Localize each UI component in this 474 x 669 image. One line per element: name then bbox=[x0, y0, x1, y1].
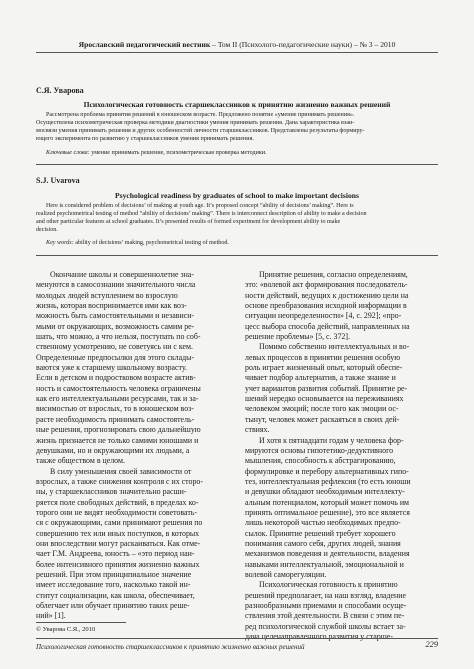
body-text-line: как его интеллектуальными ресурсами, так и за- bbox=[36, 394, 199, 404]
body-text-line: понимания самого себя, других людей, знания bbox=[245, 538, 401, 548]
body-text-line: чивает подбор альтернатив, а также знание и bbox=[245, 373, 396, 383]
body-text-line: Если в детском и подростковом возрасте актив- bbox=[36, 373, 196, 383]
abstract-ru bbox=[36, 111, 438, 143]
body-text-line: шать, что можно, а что нельзя, поступать по соб- bbox=[36, 332, 201, 342]
keywords-ru-label: Ключевые слова: bbox=[46, 150, 90, 156]
body-text-line: шений нередко основывается на переживаниях bbox=[245, 394, 404, 404]
body-left-column bbox=[36, 270, 229, 622]
abstract-en-line: and other particular features at school graduates. It’s presented results of formed experiment for development ability to make bbox=[36, 219, 341, 226]
footer-rule bbox=[36, 638, 438, 639]
body-text-line: жизнь, которая воспринимается ими как воз- bbox=[36, 301, 187, 311]
body-text-line: Психологическая готовность к принятию bbox=[259, 580, 398, 590]
keywords-en-text: ability of decisions’ making, psychometrical testing of method. bbox=[73, 240, 229, 246]
body-text-line: можность быть самостоятельными и независи- bbox=[36, 311, 195, 321]
section-rule bbox=[36, 255, 438, 256]
body-text-line: облегчает или обучает принятию таких реше- bbox=[36, 601, 190, 610]
title-en: Psychological readiness by graduates of school to make important decisions bbox=[115, 191, 359, 200]
body-text-line: механизмов поведения и деятельности, владения bbox=[245, 549, 410, 559]
body-right-column bbox=[245, 270, 438, 642]
body-text-line: человеком эмоций; после того как эмоции ос- bbox=[245, 404, 399, 414]
body-text-line: И хотя к пятнадцати годам у человека фор- bbox=[259, 435, 404, 445]
abstract-ru-line: Рассмотрена проблема принятия решений в юношеском возрасте. Предложено понятие «умение принимать решения». bbox=[46, 112, 355, 118]
body-text-line: менуются в самосознании значительного числа bbox=[36, 280, 196, 290]
body-text-line: ствиях. bbox=[245, 425, 270, 435]
body-text-line: расте необходимость принимать самостоятель- bbox=[36, 414, 195, 424]
body-text-line: Окончание школы и совершеннолетие зна- bbox=[50, 270, 194, 279]
body-text-line: ности действий, ведущих к достижению цели на bbox=[245, 290, 409, 300]
keywords-ru bbox=[36, 150, 438, 156]
author-ru: С.Я. Уварова bbox=[36, 86, 84, 95]
body-text-line: формулировке и перебору альтернативных гипо- bbox=[245, 466, 409, 476]
body-text-line: мыми от окружающих, возможность самим ре- bbox=[36, 321, 195, 331]
body-text-line: также обществом в целом. bbox=[36, 456, 125, 466]
abstract-en bbox=[36, 202, 438, 234]
abstract-en-line: realized psychometrical testing of method “ability of decisions’ making”. There is interconnect description of ability to make a decision bbox=[36, 211, 367, 218]
abstract-ru-line: ющего эксперимента по развитию у старшеклассников умения принимать решения. bbox=[36, 136, 254, 143]
body-text-line: ститут социализации, как школа, обеспечивает, bbox=[36, 590, 195, 600]
abstract-ru-line: мосвязи умения принимать решения и других особенностей личности старшеклассников. Представлены результаты формиру- bbox=[36, 128, 365, 135]
journal-name: Ярославский педагогический вестник bbox=[78, 40, 211, 49]
copyright-note: © Уварова С.Я., 2010 bbox=[36, 626, 96, 633]
body-text-line: учет вариантов развития событий. Принятие ре- bbox=[245, 383, 408, 393]
author-en: S.J. Uvarova bbox=[36, 176, 80, 185]
body-text-line: роль играет жизненный опыт, который обеспе- bbox=[245, 363, 403, 373]
body-text-line: решений предполагает, на наш взгляд, владение bbox=[245, 590, 406, 600]
body-text-line: Помимо собственно интеллектуальных и во- bbox=[259, 342, 410, 352]
body-text-line: жизнь признается не только самими юношами и bbox=[36, 435, 199, 445]
body-text-line: тез, интеллектуальная рефлексия (то есть юноши bbox=[245, 476, 411, 486]
body-text-line: они впоследствии могут раскаиваться. Как отме- bbox=[36, 538, 201, 548]
body-text-line: ственному усмотрению, не советуясь ни с кем. bbox=[36, 342, 193, 352]
body-text-line: ся с окружающими, сами принимают решения по bbox=[36, 518, 203, 528]
body-text-line: ные решения, прогнозировать свою дальнейшую bbox=[36, 425, 201, 435]
body-text-line: разнообразными приемами и способами осуще- bbox=[245, 601, 407, 610]
body-text-line: навыками интеллектуальной, эмоциональной и bbox=[245, 559, 404, 569]
title-ru: Психологическая готовность старшеклассников к принятию жизненно важных решений bbox=[83, 100, 391, 109]
body-text-line: левых процессов в принятии решения особую bbox=[245, 352, 401, 362]
body-text-line: висимостью от взрослых, то в юношеском воз- bbox=[36, 404, 194, 414]
body-text-line: решение проблемы» [5, с. 372]. bbox=[245, 332, 350, 342]
body-text-line: мируются основы гипотетико-дедуктивного bbox=[245, 445, 394, 455]
body-text-line: ситуации неопределенности» [4, с. 292]; «про- bbox=[245, 311, 402, 321]
body-text-line: и девушки обладают необходимым интеллекту- bbox=[245, 487, 405, 497]
running-footer: Психологическая готовность старшеклассников к принятию жизненно важных решений bbox=[36, 643, 305, 651]
body-text-line: чает Г.М. Андреева, юность – «это период наи- bbox=[36, 549, 195, 559]
body-text-line: взрослых, а также снижения контроля с их сторо- bbox=[36, 476, 203, 486]
keywords-ru-text: умение принимать решение, психометрическая проверка методики. bbox=[89, 150, 267, 156]
abstract-en-line: Here is considered problem of decisions’ of making at youth age. It’s proposed concept “ability of decisions’ making”. Here is bbox=[46, 203, 354, 209]
body-text-line: тынут, человек может раскаяться в своих дей- bbox=[245, 414, 400, 424]
keywords-en-label: Key words: bbox=[46, 240, 74, 246]
body-text-line: ред психологической службой школы встает за- bbox=[245, 621, 406, 631]
body-text-line: совершению тех или иных поступков, в которых bbox=[36, 528, 200, 538]
body-text-line: решений. При этом принципиальное значение bbox=[36, 569, 192, 579]
body-text-line: Принятие решения, согласно определениям, bbox=[259, 270, 408, 279]
journal-issue: – Том II (Психолого-педагогические науки) – № 3 – 2010 bbox=[210, 40, 396, 49]
body-text-line: лишь некоторой частью необходимых предпо- bbox=[245, 518, 401, 528]
body-text-line: ний» [1]. bbox=[36, 611, 66, 621]
body-text-line: Определенные предпосылки для этого склады- bbox=[36, 352, 195, 362]
body-text-line: имеет исследование того, насколько такой ин- bbox=[36, 580, 191, 590]
body-text-line: альным потенциалом, который может помочь им bbox=[245, 497, 410, 507]
body-text-line: ны, у старшеклассников значительно расши- bbox=[36, 487, 187, 497]
abstract-en-line: decision. bbox=[36, 227, 58, 234]
body-text-line: цесс выбора способа действий, направленных на bbox=[245, 321, 410, 331]
body-text-line: принять оптимальное решение), это все является bbox=[245, 507, 410, 517]
body-text-line: девушками, но и окружающими их людьми, а bbox=[36, 445, 190, 455]
body-text-line: ряется поле свободных действий, в пределах ко- bbox=[36, 497, 199, 507]
header-rule bbox=[36, 52, 438, 53]
abstract-ru-line: Осуществлена психометрическая проверка методики диагностики умения принимать решения. Дана характеристика взаи- bbox=[36, 120, 355, 127]
body-text-line: волевой саморегуляции. bbox=[245, 569, 327, 579]
body-text-line: ваются уже к старшему школьному возрасту. bbox=[36, 363, 187, 373]
page-number: 229 bbox=[425, 640, 438, 649]
body-text-line: основе преобразования исходной информации в bbox=[245, 301, 407, 311]
section-rule bbox=[36, 164, 438, 165]
footnote-rule bbox=[36, 622, 126, 623]
keywords-en bbox=[36, 240, 438, 246]
body-text-line: торого они не видят необходимости советовать- bbox=[36, 507, 197, 517]
body-text-line: ность и самостоятельность человека ограничены bbox=[36, 383, 201, 393]
body-text-line: В силу уменьшения своей зависимости от bbox=[50, 466, 192, 476]
body-text-line: ствления этой деятельности. В связи с этим пе- bbox=[245, 611, 405, 621]
body-text-line: сылок. Принятие решений требует хорошего bbox=[245, 528, 396, 538]
body-text-line: мышления, способность к абстрагированию, bbox=[245, 456, 396, 466]
body-text-line: молодых людей вступлением во взрослую bbox=[36, 290, 178, 300]
running-header bbox=[36, 40, 438, 49]
body-text-line: это: «волевой акт формирования последователь- bbox=[245, 280, 408, 290]
body-text-line: дача целенаправленного развития у старше- bbox=[245, 632, 393, 642]
body-text-line: более интенсивного принятия жизненно важных bbox=[36, 559, 200, 569]
